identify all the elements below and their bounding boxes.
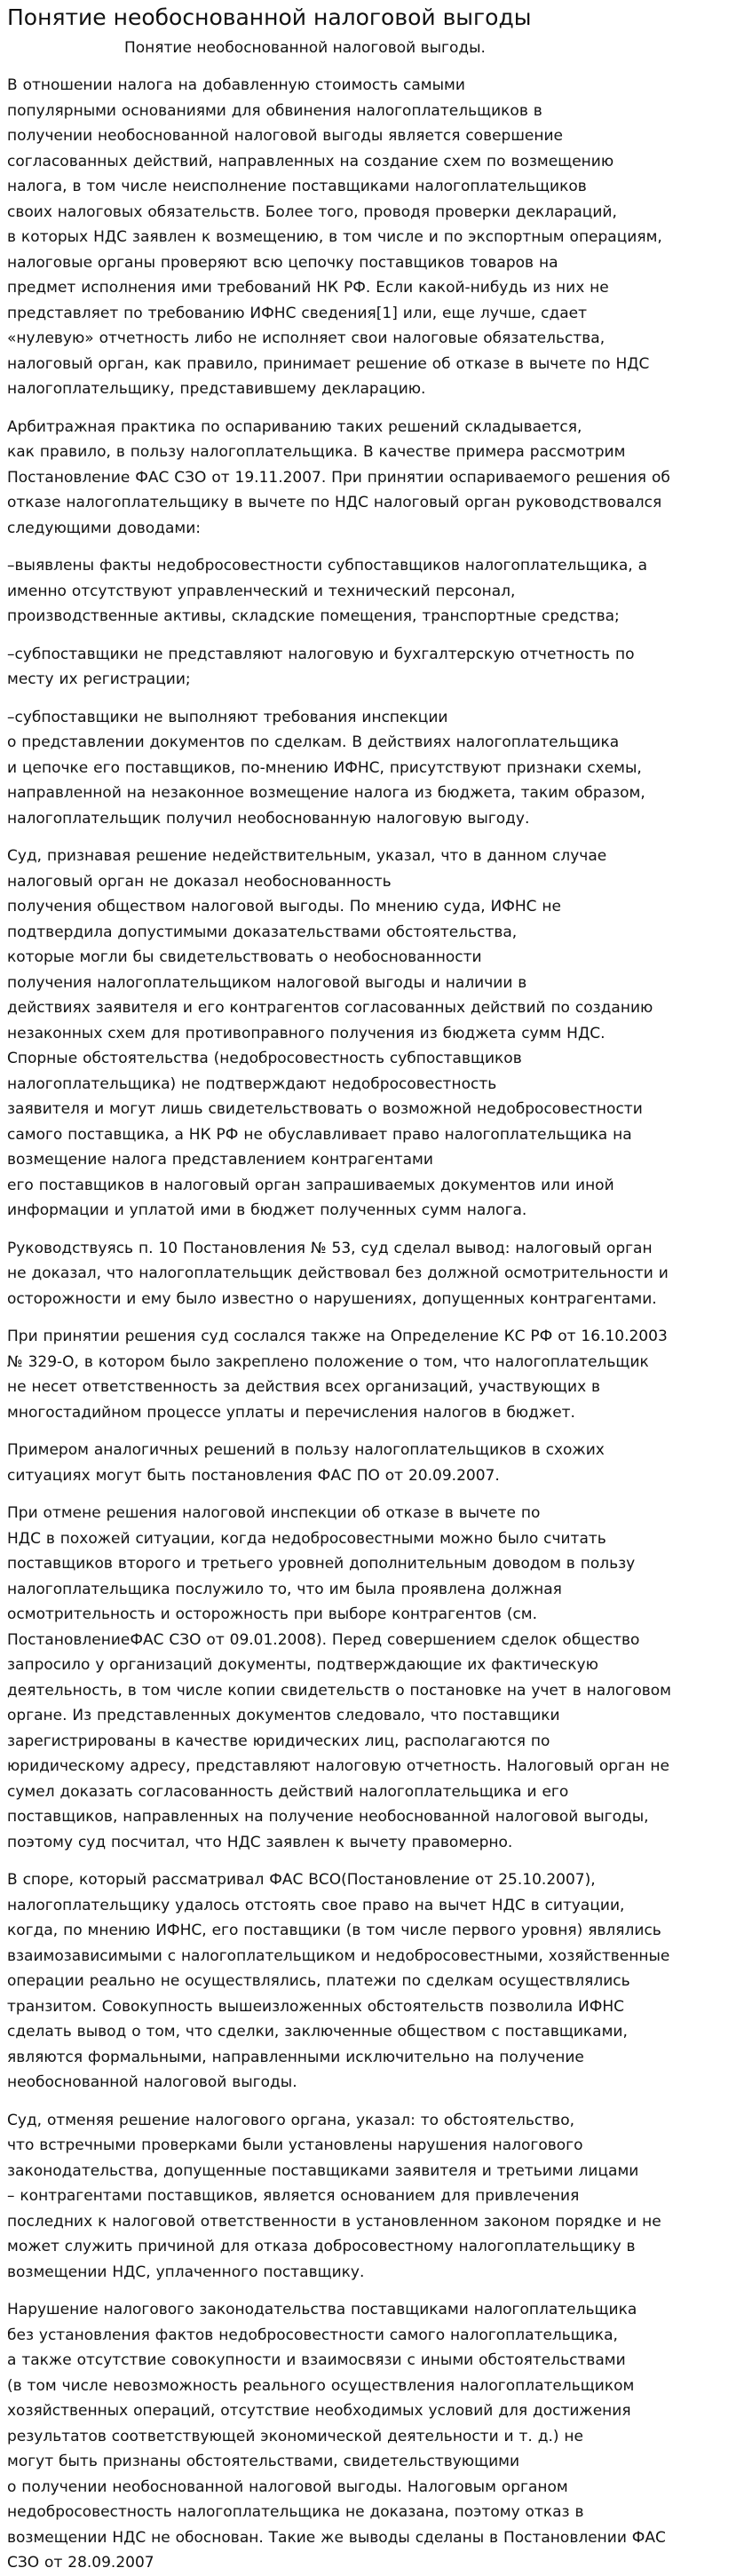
paragraph-8: При принятии решения суд сослался также на Определение КС РФ от 16.10.2003 № 329-О, в котором было закреплено положение о том, что налогоплательщик не несет ответственность за действия всех организаций, участвующих в многостадийном процессе уплаты и перечисления налогов в бюджет. [7, 1328, 668, 1422]
paragraph-2: Арбитражная практика по оспариванию таких решений складывается, как правило, в пользу налогоплательщика. В качестве примера рассмотрим Постановление ФАС СЗО от 19.11.2007. При принятии оспариваемого решения об отказе налогоплательщику в вычете по НДС налоговый орган руководствовался следующими доводами: [7, 417, 670, 537]
paragraph-1: В отношении налога на добавленную стоимость самыми популярными основаниями для обвинения налогоплательщиков в получении необоснованной налоговой выгоды является совершение согласованных действий, направленных на создание схем по возмещению налога, в том числе неисполнение поставщиками налогоплательщиков своих налоговых обязательств. Более того, проводя проверки деклараций, в которых НДС заявлен к возмещению, в том числе и по экспортным операциям, налоговые органы проверяют всю цепочку поставщиков товаров на предмет исполнения ими требований НК РФ. Если какой-нибудь из них не представляет по требованию ИФНС сведения[1] или, еще лучше, сдает «нулевую» отчетность либо не исполняет свои налоговые обязательства, налоговый орган, как правило, принимает решение об отказе в вычете по НДС налогоплательщику, представившему декларацию. [7, 76, 662, 399]
paragraph-7: Руководствуясь п. 10 Постановления № 53, суд сделал вывод: налоговый орган не доказал, что налогоплательщик действовал без должной осмотрительности и осторожности и ему было известно о нарушениях, допущенных контрагентами. [7, 1239, 669, 1308]
paragraph-12: Суд, отменяя решение налогового органа, указал: то обстоятельство, что встречными проверками были установлены нарушения налогового законодательства, допущенные поставщиками заявителя и третьими лицами – контрагентами поставщиков, является основанием для привлечения последних к налоговой ответственности в установленном законом порядке и не может служить причиной для отказа добросовестному налогоплательщику в возмещении НДС, уплаченного поставщику. [7, 2111, 661, 2281]
paragraph-11: В споре, который рассматривал ФАС ВСО(Постановление от 25.10.2007), налогоплательщику удалось отстоять свое право на вычет НДС в ситуации, когда, по мнению ИФНС, его поставщики (в том числе первого уровня) являлись взаимозависимыми с налогоплательщиком и недобросовестными, хозяйственные операции реально не осуществлялись, платежи по сделкам осуществлялись транзитом. Совокупность вышеизложенных обстоятельств позволила ИФНС сделать вывод о том, что сделки, заключенные обществом с поставщиками, являются формальными, направленными исключительно на получение необоснованной налоговой выгоды. [7, 1871, 670, 2092]
page-title: Понятие необоснованной налоговой выгоды [7, 4, 532, 30]
article-subtitle: Понятие необоснованной налоговой выгоды. [124, 39, 486, 58]
paragraph-6: Суд, признавая решение недействительным, указал, что в данном случае налоговый орган не доказал необоснованность получения обществом налоговой выгоды. По мнению суда, ИФНС не подтвердила допустимыми доказательствами обстоятельства, которые могли бы свидетельствовать о необоснованности получения налогоплательщиком налоговой выгоды и наличии в действиях заявителя и его контрагентов согласованных действий по созданию незаконных схем для противоправного получения из бюджета сумм НДС. Спорные обстоятельства (недобросовестность субпоставщиков налогоплательщика) не подтверждают недобросовестность заявителя и могут лишь свидетельствовать о возможной недобросовестности самого поставщика, а НК РФ не обуславливает право налогоплательщика на возмещение налога представлением контрагентами его поставщиков в налоговый орган запрашиваемых документов или иной информации и уплатой ими в бюджет полученных сумм налога. [7, 847, 653, 1220]
paragraph-9: Примером аналогичных решений в пользу налогоплательщиков в схожих ситуациях могут быть постановления ФАС ПО от 20.09.2007. [7, 1441, 605, 1485]
paragraph-13: Нарушение налогового законодательства поставщиками налогоплательщика без установления фактов недобросовестности самого налогоплательщика, а также отсутствие совокупности и взаимосвязи с иными обстоятельствами (в том числе невозможность реального осуществления налогоплательщиком хозяйственных операций, отсутствие необходимых условий для достижения результатов соответствующей экономической деятельности и т. д.) не могут быть признаны обстоятельствами, свидетельствующими о получении необоснованной налоговой выгоды. Налоговым органом недобросовестность налогоплательщика не доказана, поэтому отказ в возмещении НДС не обоснован. Такие же выводы сделаны в Постановлении ФАС СЗО от 28.09.2007 [7, 2301, 666, 2572]
paragraph-3: –выявлены факты недобросовестности субпоставщиков налогоплательщика, а именно отсутствуют управленческий и технический персонал, производственные активы, складские помещения, транспортные средства; [7, 557, 647, 626]
paragraph-5: –субпоставщики не выполняют требования инспекции о представлении документов по сделкам. В действиях налогоплательщика и цепочке его поставщиков, по-мнению ИФНС, присутствуют признаки схемы, направленной на незаконное возмещение налога из бюджета, таким образом, налогоплательщик получил необоснованную налоговую выгоду. [7, 708, 645, 828]
paragraph-4: –субпоставщики не представляют налоговую и бухгалтерскую отчетность по месту их регистрации; [7, 645, 635, 689]
paragraph-10: При отмене решения налоговой инспекции об отказе в вычете по НДС в похожей ситуации, когда недобросовестными можно было считать поставщиков второго и третьего уровней дополнительным доводом в пользу налогоплательщика послужило то, что им была проявлена должная осмотрительность и осторожность при выборе контрагентов (см. ПостановлениеФАС СЗО от 09.01.2008). Перед совершением сделок общество запросило у организаций документы, подтверждающие их фактическую деятельность, в том числе копии свидетельств о постановке на учет в налоговом органе. Из представленных документов следовало, что поставщики зарегистрированы в качестве юридических лиц, располагаются по юридическому адресу, представляют налоговую отчетность. Налоговый орган не сумел доказать согласованность действий налогоплательщика и его поставщиков, направленных на получение необоснованной налоговой выгоды, поэтому суд посчитал, что НДС заявлен к вычету правомерно. [7, 1504, 671, 1851]
